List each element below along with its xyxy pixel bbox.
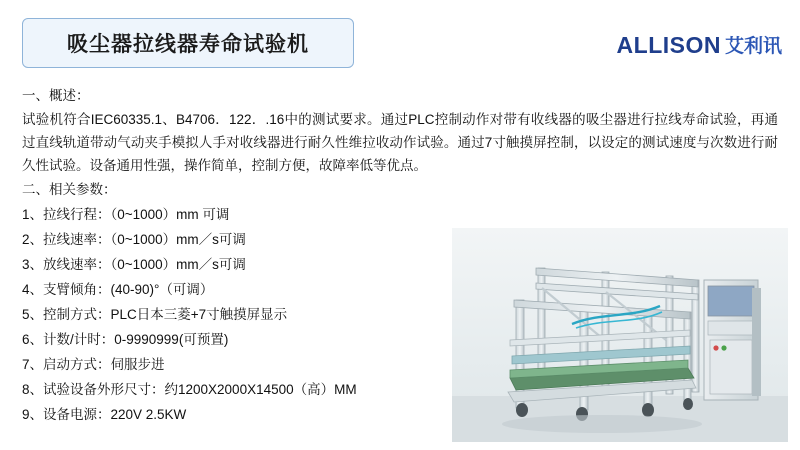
list-item: 2、拉线速率：（0~1000）mm／s可调 bbox=[22, 232, 246, 247]
list-item: 3、放线速率：（0~1000）mm／s可调 bbox=[22, 257, 246, 272]
machine-photo bbox=[452, 228, 788, 442]
list-item: 1、拉线行程：（0~1000）mm 可调 bbox=[22, 207, 230, 222]
list-item: 9、设备电源：220V 2.5KW bbox=[22, 407, 187, 422]
page-title-box bbox=[22, 18, 354, 68]
page-title: 吸尘器拉线器寿命试验机 bbox=[67, 33, 309, 56]
logo-text-en: ALLISON bbox=[616, 32, 721, 58]
list-item: 5、控制方式：PLC日本三菱+7寸触摸屏显示 bbox=[22, 307, 288, 322]
params-heading: 二、相关参数： bbox=[22, 182, 117, 197]
company-logo bbox=[617, 34, 782, 57]
overview-paragraph: 试验机符合IEC60335.1、B4706．122．.16中的测试要求。通过PLC控制动作对带有收线器的吸尘器进行拉线寿命试验，再通过直线轨道带动气动夹手模拟人手对收线器进行耐久性维拉收动作试验。通过7寸触摸屏控制，以设定的测试速度与次数进行耐久性试验。设备通用性强，操作简单，控制方便，故障率低等优点。 bbox=[22, 112, 778, 173]
list-item: 7、启动方式：伺服步进 bbox=[22, 357, 165, 372]
list-item: 6、计数/计时：0-9990999(可预置) bbox=[22, 332, 229, 347]
logo-text-cn: 艾利讯 bbox=[724, 36, 782, 57]
list-item: 8、试验设备外形尺寸：约1200X2000X14500（高）MM bbox=[22, 382, 357, 397]
overview-heading: 一、概述： bbox=[22, 88, 90, 103]
list-item: 4、支臂倾角：(40-90)°（可调） bbox=[22, 282, 214, 297]
